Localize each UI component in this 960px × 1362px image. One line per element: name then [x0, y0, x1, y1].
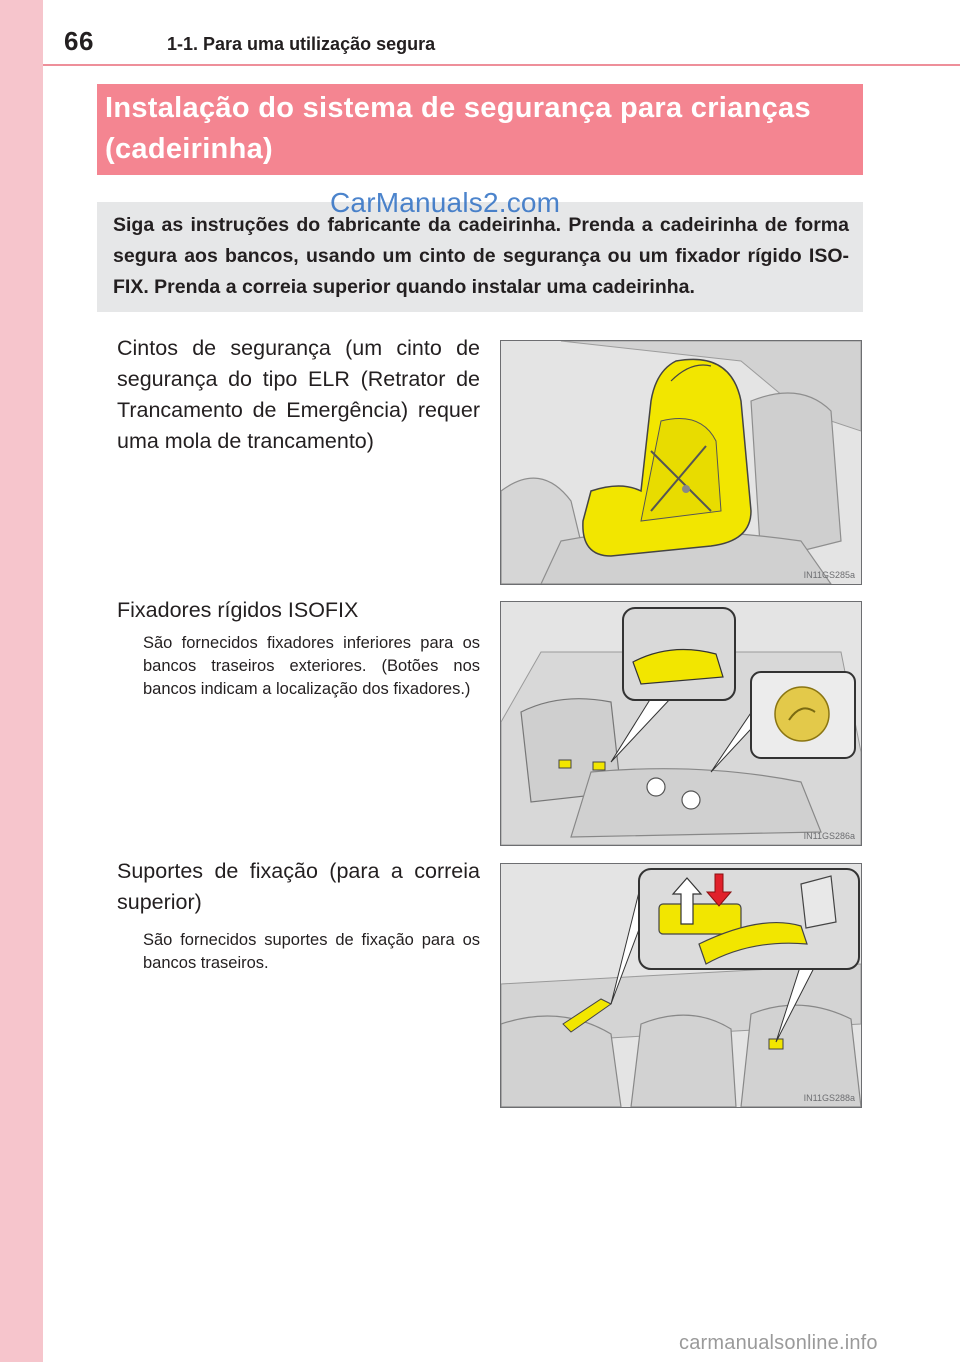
intro-text: Siga as instruções do fabricante da cadeirinha. Prenda a cadeirinha de forma segura aos bancos, usando um cinto de segurança ou um fixador rígido ISO-FIX. Prenda a correia superior quando instalar uma cadeirinha. [113, 214, 849, 298]
item-description: São fornecidos fixadores inferiores para os bancos traseiros exteriores. (Botões nos bancos indicam a localização dos fixadores.) [143, 634, 480, 698]
side-color-stripe [0, 0, 43, 1362]
figure-isofix-anchors [500, 601, 862, 846]
isofix-illustration [501, 602, 861, 845]
title-line-2: (cadeirinha) [105, 133, 273, 165]
footer-watermark[interactable]: carmanualsonline.info [679, 1332, 878, 1354]
tether-anchor-illustration [501, 864, 861, 1107]
title-line-1: Instalação do sistema de segurança para crianças [105, 92, 811, 124]
watermark-link[interactable]: CarManuals2.com [330, 187, 561, 218]
item-title: Cintos de segurança (um cinto de segurança do tipo ELR (Retrator de Trancamento de Emergência) requer uma mola de trancamento) [117, 336, 480, 453]
section-heading: 1-1. Para uma utilização segura [167, 34, 436, 54]
figure-code: IN11GS286a [803, 831, 855, 841]
figure-code: IN11GS285a [803, 570, 855, 580]
item-title: Fixadores rígidos ISOFIX [117, 598, 359, 622]
child-seat-illustration [501, 341, 861, 584]
figure-code: IN11GS288a [803, 1093, 855, 1103]
item-title: Suportes de fixação (para a correia superior) [117, 859, 480, 914]
figure-child-seat-belt [500, 340, 862, 585]
title-banner [97, 84, 863, 175]
item-isofix [117, 595, 480, 701]
item-anchor-brackets [117, 856, 480, 975]
header-divider [43, 64, 960, 66]
page-number: 66 [64, 26, 94, 56]
item-description: São fornecidos suportes de fixação para os bancos traseiros. [143, 931, 480, 972]
figure-top-tether-anchors [500, 863, 862, 1108]
item-seat-belts [117, 333, 480, 457]
